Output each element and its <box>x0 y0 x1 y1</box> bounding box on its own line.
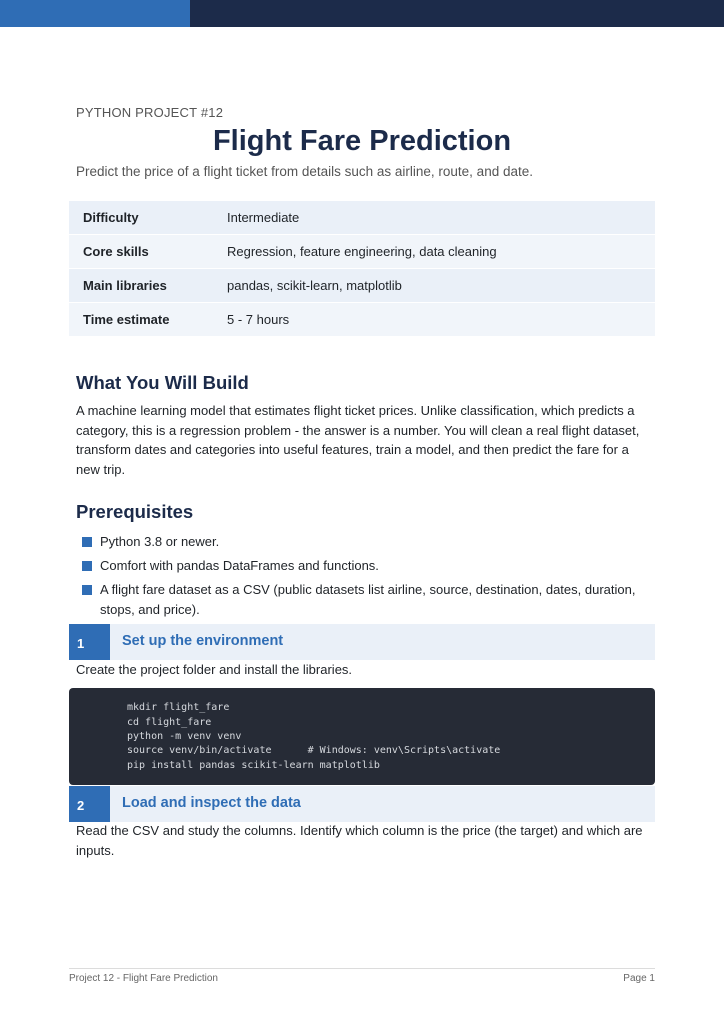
code-block <box>69 688 655 785</box>
info-value: 5 - 7 hours <box>227 312 290 327</box>
project-info-table <box>69 201 655 337</box>
page-subtitle: Predict the price of a flight ticket from details such as airline, route, and date. <box>76 164 533 179</box>
info-key: Main libraries <box>83 278 167 293</box>
info-key: Core skills <box>83 244 149 259</box>
step-title: Set up the environment <box>122 633 284 649</box>
info-value: Regression, feature engineering, data cleaning <box>227 244 497 259</box>
top-banner <box>0 0 724 27</box>
project-kicker: PYTHON PROJECT #12 <box>76 105 224 120</box>
step-2-description: Read the CSV and study the columns. Identify which column is the price (the target) and which are inputs. <box>76 823 643 858</box>
step-number: 2 <box>77 798 85 813</box>
list-item-text: Python 3.8 or newer. <box>100 534 220 549</box>
info-row-core-skills <box>69 235 655 268</box>
bullet-square-icon <box>82 585 92 595</box>
list-item <box>82 532 652 552</box>
step-number: 1 <box>77 636 85 651</box>
list-item <box>82 580 652 619</box>
list-item <box>82 556 652 576</box>
footer-project-label: Project 12 - Flight Fare Prediction <box>69 973 218 984</box>
info-value: pandas, scikit-learn, matplotlib <box>227 278 402 293</box>
top-banner-accent <box>0 0 190 27</box>
page-title: Flight Fare Prediction <box>212 125 512 157</box>
prerequisites-list <box>82 532 652 624</box>
step-title: Load and inspect the data <box>122 795 301 811</box>
section-heading-build: What You Will Build <box>76 372 249 393</box>
info-key: Time estimate <box>83 312 170 327</box>
info-row-time-estimate <box>69 303 655 336</box>
build-description: A machine learning model that estimates flight ticket prices. Unlike classification, which predicts a category, this is a regression problem - the answer is a number. You will clean a real flight dataset, transform dates and categories into useful features, train a model, and then predict the fare for a new trip. <box>76 403 640 477</box>
list-item-text: A flight fare dataset as a CSV (public datasets list airline, source, destination, dates, duration, stops, and price). <box>100 582 636 617</box>
code-line: mkdir flight_fare <box>127 702 230 713</box>
code-line: pip install pandas scikit-learn matplotlib <box>127 760 380 771</box>
code-line: source venv/bin/activate # Windows: venv\Scripts\activate <box>127 745 501 756</box>
step-header-2 <box>69 786 655 822</box>
info-row-difficulty <box>69 201 655 234</box>
info-value: Intermediate <box>227 210 300 225</box>
footer-page-number: Page 1 <box>623 973 655 984</box>
bullet-square-icon <box>82 537 92 547</box>
code-line: python -m venv venv <box>127 731 242 742</box>
list-item-text: Comfort with pandas DataFrames and functions. <box>100 558 379 573</box>
step-number-badge <box>69 786 110 822</box>
footer-divider <box>69 968 655 969</box>
step-1-description: Create the project folder and install the libraries. <box>76 662 353 677</box>
step-header-1 <box>69 624 655 660</box>
code-line: cd flight_fare <box>127 717 212 728</box>
info-key: Difficulty <box>83 210 139 225</box>
bullet-square-icon <box>82 561 92 571</box>
step-number-badge <box>69 624 110 660</box>
section-heading-prerequisites: Prerequisites <box>76 501 194 522</box>
info-row-main-libraries <box>69 269 655 302</box>
